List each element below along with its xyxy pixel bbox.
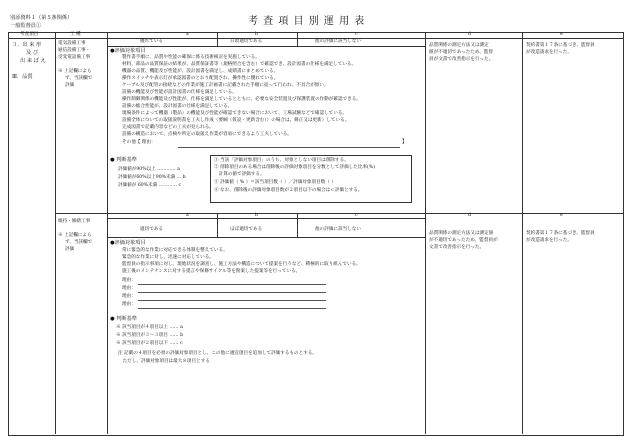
block2-reason-line bbox=[138, 308, 326, 309]
block2-eval-item: 施工後のメンテナンスに対する提言や保修サイクル等を勘案した提案等を行っている。 bbox=[122, 269, 301, 274]
page-title: 考 査 項 目 別 運 用 表 bbox=[248, 16, 366, 27]
block1-eval-title: ●評価対象項目 bbox=[110, 48, 146, 54]
block-separator bbox=[55, 213, 624, 214]
block1-note-line: ③ 評価値（ % ）＝該当項目数（ ）／評価対象項目数（ ） bbox=[214, 180, 336, 185]
block1-eval-item: 設備の総合性能が、設計図書の仕様を満足している。 bbox=[122, 104, 233, 109]
col-divider-2 bbox=[107, 32, 108, 434]
item-label-finish: 出 来 ば え bbox=[20, 58, 46, 64]
block2-note-2: ず、当該欄で bbox=[65, 240, 93, 245]
block2-judge-line: ※ 該当項目が３～３項目 …… b bbox=[116, 333, 184, 338]
block1-eval-item: 設備の構造において、点検や所定の取扱え作業が容易にできるよう工夫している。 bbox=[122, 132, 292, 137]
block2-e-text: 契約書第１７条に基づき、監督員 bbox=[526, 231, 595, 236]
block1-grade-c: 他の評価に該当しない bbox=[315, 39, 361, 44]
block2-eval-item: 監督員の指示事項に対し、現地状況を調査し、施工方法や構造について提案を行うなど、積極的に取り組んでいる。 bbox=[122, 262, 361, 267]
item-label-main: ３．出 来 形 bbox=[12, 42, 42, 48]
block2-eval-title: ●評価対象項目 bbox=[110, 240, 146, 246]
block1-note-line: ② 削除項目のある場合は削除後の評価対象項目を分数として評価した比率(%) bbox=[214, 165, 376, 170]
col-header-item: 考査項目 bbox=[20, 32, 39, 37]
block2-type: 維持・修繕工事 bbox=[58, 219, 91, 224]
block2-col-a: a bbox=[186, 213, 189, 218]
col-divider-3 bbox=[425, 32, 426, 434]
block1-eval-item: 材料、部品の品質保証の結果が、品質保証書等（規格照合を含む）で確認でき、設計図書の仕様を満足している。 bbox=[122, 62, 357, 67]
block2-note-1: ※ 上記欄によら bbox=[58, 233, 92, 238]
col-header-b: b bbox=[255, 32, 258, 37]
block1-d-text: 値が不適切であったため、監督 bbox=[429, 50, 494, 55]
block2-header-divider bbox=[107, 218, 425, 219]
block2-e-text: が改造請求を行った。 bbox=[526, 238, 572, 243]
block1-other-reason: その他【 理由： bbox=[122, 140, 156, 145]
block1-grade-a: 優れている bbox=[140, 39, 163, 44]
col-divider-ab bbox=[217, 32, 218, 46]
col-divider-bc bbox=[297, 32, 298, 46]
block1-e-text: が改造請求を行った。 bbox=[526, 50, 572, 55]
form-id: 別添資料１（第５条関係） bbox=[10, 15, 73, 21]
block1-d-text: 員が文書で改善指示を行った。 bbox=[429, 57, 494, 62]
block2-note-3: 評価 bbox=[65, 247, 75, 252]
block2-d-text: 品質関係の測定方法又は測定値 bbox=[429, 231, 494, 236]
block1-judge-line: 評価値が 60%未満 ………… c bbox=[118, 183, 182, 188]
block2-reason-line bbox=[138, 292, 326, 293]
block2-judge-line: ※ 該当項目が２項目以下 …… c bbox=[116, 341, 183, 346]
block2-reason-label: 理由： bbox=[122, 294, 136, 299]
block1-eval-item: 機器の品質、機能及び性能が、設計図書を満足し、成績書にまとめている。 bbox=[122, 69, 279, 74]
block1-eval-item: ケーブル及び配管の接続などの作業が施工計画書に記載された手順に従って行われ、不具合が無い。 bbox=[122, 83, 329, 88]
block1-note-1: ※ 上記欄によら bbox=[58, 69, 92, 74]
block2-footer-note: 注 記載の４項目を必須の評価対象項目とし、この他に適宜項目を追加して評価するものとする。 bbox=[118, 351, 317, 356]
block2-col-c: c bbox=[355, 213, 358, 218]
block2-grade-divider bbox=[107, 237, 425, 238]
block2-reason-line bbox=[138, 284, 326, 285]
block1-note-3: 評価 bbox=[65, 83, 75, 88]
block1-type-2: 通信設備工事・ bbox=[58, 48, 91, 53]
block1-note-2: ず、当該欄で bbox=[65, 76, 93, 81]
block2-divider-bc bbox=[297, 213, 298, 237]
col-header-type: 工 種 bbox=[70, 32, 81, 37]
col-divider-4 bbox=[522, 32, 523, 434]
col-divider-1 bbox=[55, 32, 56, 434]
block2-judge-title: ● 判断基準 bbox=[110, 316, 137, 322]
col-header-d: d bbox=[468, 32, 471, 37]
block2-d-text: 文書で改善指示を行った。 bbox=[429, 245, 485, 250]
block1-eval-item: 完成図書で記載内容などの工夫が見られる。 bbox=[122, 125, 214, 130]
block1-eval-item: 設備全体についての取扱説明書を工夫し作成（要綱（仮設・更新含む））の場合は、修正又は更新）している。 bbox=[122, 118, 350, 123]
block1-eval-item: 操作スイッチや表示灯が承認図書のとおり配置され、操作性に優れている。 bbox=[122, 76, 279, 81]
block1-note-line: ① 当該「評価対象項目」のうち、対象としない項目は削除する。 bbox=[214, 158, 349, 163]
block1-type-1: 電気設備工事 bbox=[58, 41, 86, 46]
item-label-and: 及 び bbox=[26, 50, 39, 56]
block1-e-text: 契約書第１７条に基づき、監督員 bbox=[526, 43, 595, 48]
block2-eval-item: 常に緊急的な作業に対応できる体制を整えている。 bbox=[122, 248, 228, 253]
block1-reason-bracket: 】 bbox=[402, 139, 408, 145]
item-label-quality: Ⅲ．品質 bbox=[12, 74, 33, 80]
block1-eval-item: 現場条件によって機器（製品）の機能及び性能が確認できない場合において、工場試験などで確認している。 bbox=[122, 111, 348, 116]
block2-reason-label: 理由： bbox=[122, 286, 136, 291]
block2-d-text: が不適切であったため、監督員が bbox=[429, 238, 498, 243]
col-header-e: e bbox=[560, 32, 563, 37]
block1-grade-divider bbox=[107, 46, 425, 47]
block1-eval-item: 製作書手順に、品質や性能の確保に係る技術検討を実施している。 bbox=[122, 55, 260, 60]
block2-divider-ab bbox=[217, 213, 218, 237]
block1-judge-line: 評価値が90%以上 ………… a bbox=[118, 167, 180, 172]
block1-judge-line: 評価値が60%以上90%未満 … b bbox=[118, 175, 186, 180]
col-header-a: a bbox=[186, 32, 189, 37]
block2-reason-label: 理由： bbox=[122, 302, 136, 307]
block2-col-b: b bbox=[255, 213, 258, 218]
block1-eval-item: 操作制御関係の機能及び性能が、仕様を満足しているとともに、必要な安全装置及び保護装置の作動が確認できる。 bbox=[122, 97, 361, 102]
block2-grade-c: 他の評価に該当しない bbox=[315, 227, 361, 232]
block2-footer-note: ただし、評価対象項目は最大８項目とする bbox=[118, 359, 210, 364]
block2-col-d: d bbox=[468, 213, 471, 218]
block1-type-3: 受変電設備工事 bbox=[58, 55, 91, 60]
block2-judge-line: ※ 該当項目が４項目以上 …… a bbox=[116, 325, 183, 330]
block2-col-e: e bbox=[560, 213, 563, 218]
block1-note-line: 計算の値で評価する。 bbox=[214, 172, 265, 177]
block2-reason-line bbox=[138, 300, 326, 301]
block2-eval-item: 緊急的な作業に対し、迅速に対応している。 bbox=[122, 255, 214, 260]
form-subtitle: 一般監督員① bbox=[10, 23, 42, 29]
block1-grade-b: 日頃適切である bbox=[230, 39, 263, 44]
block1-judge-title: ● 判断基準 bbox=[110, 157, 137, 163]
block1-eval-item: 設備の機能及び性能が設計図書の仕様を満足している。 bbox=[122, 90, 237, 95]
block2-grade-a: 適切である bbox=[140, 227, 163, 232]
block1-reason-underline bbox=[178, 147, 400, 148]
block1-d-text: 品質関係の測定方法又は測定 bbox=[429, 43, 489, 48]
block2-reason-label: 理由： bbox=[122, 278, 136, 283]
block1-note-line: ④ なお、削除後の評価対象項目数が２項目以下の場合はｃ評価とする。 bbox=[214, 188, 363, 193]
col-header-c: c bbox=[355, 32, 358, 37]
block2-grade-b: ほぼ適切である bbox=[230, 227, 263, 232]
